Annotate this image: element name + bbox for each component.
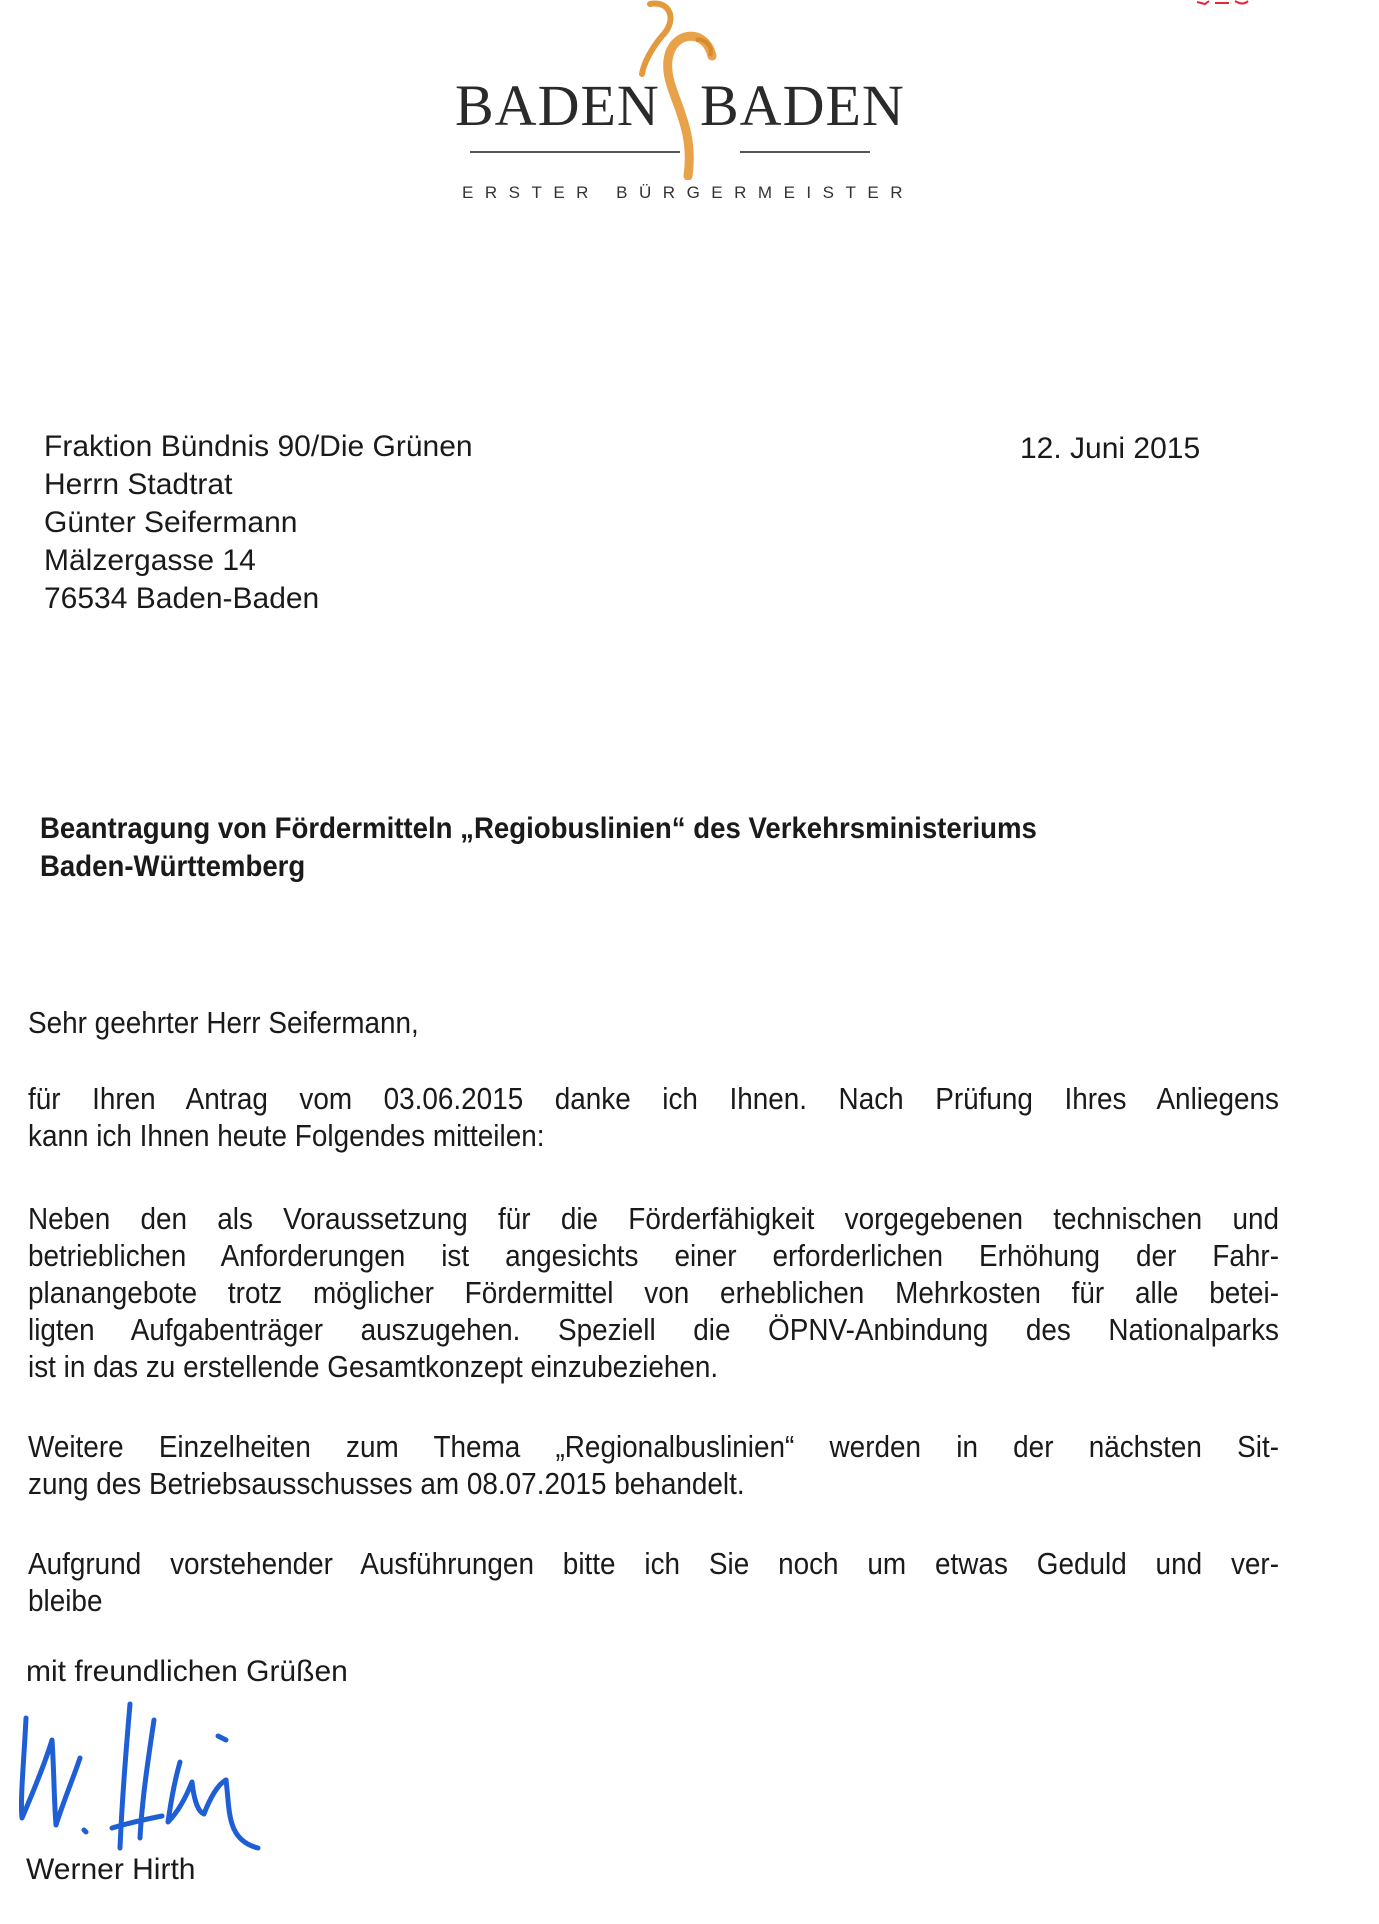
- paragraph-line: planangebote trotz möglicher Fördermittel von erheblichen Mehrkosten für alle betei-: [28, 1275, 1279, 1310]
- paragraph-1: [28, 1080, 1279, 1154]
- paragraph-2: [28, 1200, 1279, 1385]
- recipient-address: [44, 428, 473, 618]
- paragraph-line: zung des Betriebsausschusses am 08.07.2015 behandelt.: [28, 1466, 745, 1501]
- paragraph-line: ligten Aufgabenträger auszugehen. Speziell die ÖPNV-Anbindung des Nationalparks: [28, 1312, 1279, 1347]
- paragraph-line: Aufgrund vorstehender Ausführungen bitte ich Sie noch um etwas Geduld und ver-: [28, 1546, 1279, 1581]
- subject-line-2: Baden-Württemberg: [40, 850, 306, 883]
- paragraph-4: [28, 1545, 1279, 1619]
- subject: [40, 810, 1037, 886]
- paragraph-line: bleibe: [28, 1583, 103, 1618]
- address-line: Günter Seifermann: [44, 506, 298, 539]
- paragraph-line: Neben den als Voraussetzung für die Förderfähigkeit vorgegebenen technischen und: [28, 1201, 1279, 1236]
- address-line: Mälzergasse 14: [44, 544, 256, 577]
- letterhead: [0, 0, 1379, 210]
- paragraph-line: ist in das zu erstellende Gesamtkonzept einzubeziehen.: [28, 1349, 719, 1384]
- paragraph-line: kann ich Ihnen heute Folgendes mitteilen:: [28, 1118, 545, 1153]
- address-line: 76534 Baden-Baden: [44, 582, 320, 615]
- letter-date: 12. Juni 2015: [1020, 432, 1201, 465]
- salutation: [28, 1004, 1279, 1041]
- paragraph-line: Weitere Einzelheiten zum Thema „Regionalbuslinien“ werden in der nächsten Sit-: [28, 1429, 1279, 1464]
- signer-name: Werner Hirth: [26, 1853, 196, 1886]
- office-title: ERSTER BÜRGERMEISTER: [462, 183, 914, 202]
- address-line: Fraktion Bündnis 90/Die Grünen: [44, 430, 473, 463]
- closing: mit freundlichen Grüßen: [26, 1655, 348, 1688]
- address-line: Herrn Stadtrat: [44, 468, 233, 501]
- logo-word-left: BADEN: [455, 73, 660, 138]
- paragraph-3: [28, 1428, 1279, 1502]
- paragraph-line: für Ihren Antrag vom 03.06.2015 danke ich Ihnen. Nach Prüfung Ihres Anliegens: [28, 1081, 1279, 1116]
- logo-rule-left: [470, 151, 680, 153]
- salutation-text: Sehr geehrter Herr Seifermann,: [28, 1005, 419, 1040]
- logo-word-right: BADEN: [700, 73, 905, 138]
- paragraph-line: betrieblichen Anforderungen ist angesichts einer erforderlichen Erhöhung der Fahr-: [28, 1238, 1279, 1273]
- subject-line-1: Beantragung von Fördermitteln „Regiobuslinien“ des Verkehrsministeriums: [40, 812, 1037, 845]
- handwritten-signature: [12, 1700, 272, 1860]
- logo-rule-right: [740, 151, 870, 153]
